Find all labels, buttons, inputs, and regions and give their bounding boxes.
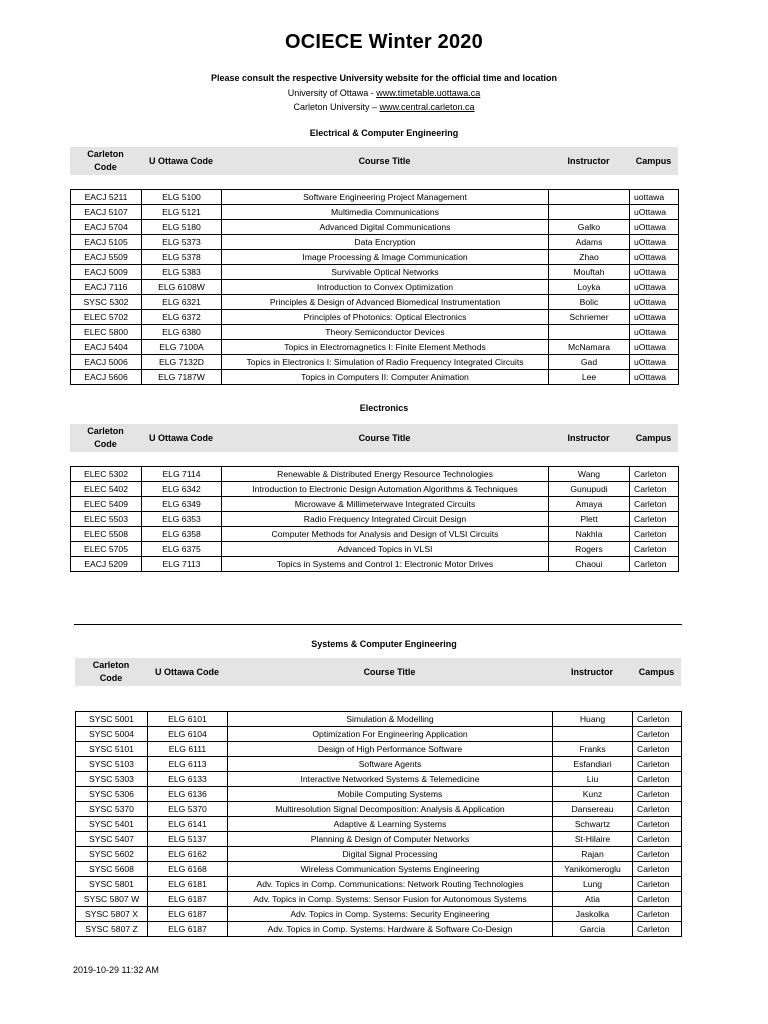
uottawa-code-cell: ELG 7100A (142, 340, 222, 355)
campus-cell: Carleton (633, 832, 682, 847)
carleton-code-cell: EACJ 5107 (71, 205, 142, 220)
table-header-electronics (70, 424, 678, 452)
header-carleton-code: Carleton Code (87, 149, 124, 172)
header-instructor: Instructor (567, 432, 610, 443)
uottawa-code-cell: ELG 5180 (142, 220, 222, 235)
table-row (71, 190, 679, 205)
uottawa-code-cell: ELG 7132D (142, 355, 222, 370)
carleton-code-cell: SYSC 5401 (76, 817, 148, 832)
campus-cell: Carleton (630, 467, 679, 482)
carleton-code-cell: SYSC 5602 (76, 847, 148, 862)
section-title-electronics: Electronics (359, 403, 409, 413)
carleton-code-cell: SYSC 5101 (76, 742, 148, 757)
table-row (71, 355, 679, 370)
instructor-cell: Schriemer (549, 310, 630, 325)
campus-cell: uOttawa (630, 295, 679, 310)
uottawa-code-cell: ELG 6101 (148, 712, 228, 727)
instructor-cell: Bolic (549, 295, 630, 310)
uottawa-code-cell: ELG 6342 (142, 482, 222, 497)
uottawa-code-cell: ELG 5370 (148, 802, 228, 817)
header-carleton-code: Carleton Code (92, 660, 130, 683)
course-title-cell: Topics in Computers II: Computer Animation (222, 370, 549, 385)
table-row (76, 772, 682, 787)
carleton-code-cell: SYSC 5370 (76, 802, 148, 817)
uottawa-code-cell: ELG 6187 (148, 907, 228, 922)
campus-cell: uOttawa (630, 205, 679, 220)
carleton-code-cell: ELEC 5503 (71, 512, 142, 527)
instructor-cell: Loyka (549, 280, 630, 295)
course-title-cell: Planning & Design of Computer Networks (228, 832, 553, 847)
uottawa-code-cell: ELG 7114 (142, 467, 222, 482)
instructor-cell: Adams (549, 235, 630, 250)
uottawa-code-cell: ELG 5383 (142, 265, 222, 280)
table-row (71, 265, 679, 280)
instructor-cell: Dansereau (553, 802, 633, 817)
course-title-cell: Adv. Topics in Comp. Systems: Security Engineering (228, 907, 553, 922)
course-title-cell: Multiresolution Signal Decomposition: Analysis & Application (228, 802, 553, 817)
carleton-code-cell: SYSC 5302 (71, 295, 142, 310)
instructor-cell: Rogers (549, 542, 630, 557)
carleton-code-cell: SYSC 5001 (76, 712, 148, 727)
header-campus: Campus (635, 432, 672, 443)
campus-cell: uOttawa (630, 265, 679, 280)
section-title-sce: Systems & Computer Engineering (311, 639, 457, 649)
uottawa-code-cell: ELG 6349 (142, 497, 222, 512)
carleton-code-cell: ELEC 5508 (71, 527, 142, 542)
instructor-cell: Rajan (553, 847, 633, 862)
uottawa-code-cell: ELG 6372 (142, 310, 222, 325)
course-title-cell: Adv. Topics in Comp. Systems: Hardware & Software Co-Design (228, 922, 553, 937)
instructor-cell: Esfandiari (553, 757, 633, 772)
uottawa-code-cell: ELG 6168 (148, 862, 228, 877)
course-title-cell: Topics in Systems and Control 1: Electronic Motor Drives (222, 557, 549, 572)
course-title-cell: Image Processing & Image Communication (222, 250, 549, 265)
campus-cell: uOttawa (630, 220, 679, 235)
carleton-code-cell: SYSC 5807 W (76, 892, 148, 907)
campus-cell: uOttawa (630, 250, 679, 265)
carleton-code-cell: SYSC 5608 (76, 862, 148, 877)
instructor-cell: Atia (553, 892, 633, 907)
instructor-cell: Liu (553, 772, 633, 787)
carleton-code-cell: ELEC 5702 (71, 310, 142, 325)
table-row (71, 340, 679, 355)
uottawa-code-cell: ELG 6162 (148, 847, 228, 862)
course-title-cell: Radio Frequency Integrated Circuit Design (222, 512, 549, 527)
course-title-cell: Principles of Photonics: Optical Electronics (222, 310, 549, 325)
section-divider (74, 624, 682, 625)
table-row (76, 727, 682, 742)
course-title-cell: Mobile Computing Systems (228, 787, 553, 802)
header-campus: Campus (635, 155, 672, 166)
course-title-cell: Computer Methods for Analysis and Design of VLSI Circuits (222, 527, 549, 542)
intro-block (0, 71, 768, 115)
table-row (76, 847, 682, 862)
instructor-cell: Jaskolka (553, 907, 633, 922)
instructor-cell: Chaoui (549, 557, 630, 572)
instructor-cell (549, 205, 630, 220)
instructor-cell: Mouftah (549, 265, 630, 280)
campus-cell: uOttawa (630, 325, 679, 340)
uottawa-code-cell: ELG 7187W (142, 370, 222, 385)
carleton-code-cell: SYSC 5807 X (76, 907, 148, 922)
campus-cell: uottawa (630, 190, 679, 205)
table-row (76, 832, 682, 847)
header-carleton-code: Carleton Code (87, 426, 124, 449)
course-title-cell: Wireless Communication Systems Engineering (228, 862, 553, 877)
course-title-cell: Adv. Topics in Comp. Communications: Network Routing Technologies (228, 877, 553, 892)
campus-cell: uOttawa (630, 310, 679, 325)
table-row (71, 370, 679, 385)
uottawa-code-cell: ELG 7113 (142, 557, 222, 572)
campus-cell: Carleton (630, 497, 679, 512)
instructor-cell (549, 325, 630, 340)
carleton-code-cell: EACJ 5211 (71, 190, 142, 205)
uottawa-code-cell: ELG 5121 (142, 205, 222, 220)
table-row (76, 757, 682, 772)
course-title-cell: Adaptive & Learning Systems (228, 817, 553, 832)
instructor-cell: Garcia (553, 922, 633, 937)
table-row (71, 482, 679, 497)
carleton-code-cell: ELEC 5409 (71, 497, 142, 512)
header-uottawa-code: U Ottawa Code (148, 155, 213, 166)
instructor-cell: Lee (549, 370, 630, 385)
campus-cell: Carleton (633, 907, 682, 922)
instructor-cell: Lung (553, 877, 633, 892)
campus-cell: Carleton (630, 557, 679, 572)
table-row (76, 802, 682, 817)
course-title-cell: Introduction to Convex Optimization (222, 280, 549, 295)
course-title-cell: Principles & Design of Advanced Biomedical Instrumentation (222, 295, 549, 310)
campus-cell: Carleton (633, 712, 682, 727)
table-row (71, 220, 679, 235)
instructor-cell: Huang (553, 712, 633, 727)
table-row (71, 557, 679, 572)
instructor-cell: Plett (549, 512, 630, 527)
campus-cell: uOttawa (630, 355, 679, 370)
instructor-cell (549, 190, 630, 205)
campus-cell: Carleton (633, 802, 682, 817)
instructor-cell: McNamara (549, 340, 630, 355)
uottawa-code-cell: ELG 6353 (142, 512, 222, 527)
table-row (76, 862, 682, 877)
carleton-line (0, 100, 768, 115)
uottawa-label: University of Ottawa - (287, 87, 377, 98)
campus-cell: Carleton (630, 527, 679, 542)
table-row (71, 512, 679, 527)
uottawa-code-cell: ELG 6187 (148, 922, 228, 937)
course-title-cell: Design of High Performance Software (228, 742, 553, 757)
course-title-cell: Advanced Topics in VLSI (222, 542, 549, 557)
campus-cell: Carleton (633, 727, 682, 742)
instructor-cell: Amaya (549, 497, 630, 512)
campus-cell: uOttawa (630, 340, 679, 355)
header-course-title: Course Title (363, 666, 416, 677)
table-row (71, 325, 679, 340)
course-title-cell: Data Encryption (222, 235, 549, 250)
carleton-code-cell: ELEC 5302 (71, 467, 142, 482)
table-row (71, 295, 679, 310)
section-title-ece: Electrical & Computer Engineering (309, 128, 459, 138)
uottawa-code-cell: ELG 6380 (142, 325, 222, 340)
uottawa-code-cell: ELG 5100 (142, 190, 222, 205)
course-title-cell: Multimedia Communications (222, 205, 549, 220)
carleton-code-cell: EACJ 5105 (71, 235, 142, 250)
course-title-cell: Adv. Topics in Comp. Systems: Sensor Fusion for Autonomous Systems (228, 892, 553, 907)
table-row (71, 250, 679, 265)
carleton-code-cell: EACJ 5209 (71, 557, 142, 572)
campus-cell: Carleton (633, 757, 682, 772)
instructor-cell (553, 727, 633, 742)
course-table-electronics (70, 466, 679, 572)
carleton-code-cell: EACJ 5009 (71, 265, 142, 280)
carleton-code-cell: SYSC 5801 (76, 877, 148, 892)
header-campus: Campus (638, 666, 675, 677)
uottawa-code-cell: ELG 6104 (148, 727, 228, 742)
uottawa-code-cell: ELG 6321 (142, 295, 222, 310)
carleton-code-cell: EACJ 5404 (71, 340, 142, 355)
table-row (71, 542, 679, 557)
document-title: OCIECE Winter 2020 (285, 31, 483, 53)
uottawa-code-cell: ELG 6141 (148, 817, 228, 832)
campus-cell: uOttawa (630, 280, 679, 295)
carleton-code-cell: EACJ 5704 (71, 220, 142, 235)
table-row (76, 787, 682, 802)
table-row (76, 742, 682, 757)
course-title-cell: Software Engineering Project Management (222, 190, 549, 205)
course-table-ece (70, 189, 679, 385)
instructor-cell: Galko (549, 220, 630, 235)
instructor-cell: Franks (553, 742, 633, 757)
carleton-code-cell: SYSC 5004 (76, 727, 148, 742)
campus-cell: uOttawa (630, 235, 679, 250)
course-title-cell: Topics in Electronics I: Simulation of Radio Frequency Integrated Circuits (222, 355, 549, 370)
campus-cell: Carleton (633, 847, 682, 862)
official-notice: Please consult the respective University website for the official time and location (210, 73, 558, 83)
header-instructor: Instructor (567, 155, 610, 166)
carleton-code-cell: EACJ 7116 (71, 280, 142, 295)
uottawa-code-cell: ELG 6181 (148, 877, 228, 892)
carleton-code-cell: EACJ 5509 (71, 250, 142, 265)
campus-cell: Carleton (633, 742, 682, 757)
campus-cell: Carleton (630, 512, 679, 527)
carleton-label: Carleton University – (293, 102, 380, 112)
course-title-cell: Survivable Optical Networks (222, 265, 549, 280)
header-course-title: Course Title (358, 432, 411, 443)
table-row (71, 235, 679, 250)
campus-cell: Carleton (633, 862, 682, 877)
instructor-cell: Schwartz (553, 817, 633, 832)
carleton-code-cell: ELEC 5800 (71, 325, 142, 340)
header-uottawa-code: U Ottawa Code (154, 666, 219, 677)
course-title-cell: Digital Signal Processing (228, 847, 553, 862)
course-title-cell: Microwave & Millimeterwave Integrated Circuits (222, 497, 549, 512)
course-table-sce (75, 711, 682, 937)
carleton-central-link[interactable]: www.central.carleton.ca (379, 102, 475, 112)
uottawa-code-cell: ELG 5137 (148, 832, 228, 847)
course-title-cell: Optimization For Engineering Application (228, 727, 553, 742)
table-row (76, 712, 682, 727)
instructor-cell: Yanikomeroglu (553, 862, 633, 877)
campus-cell: Carleton (633, 922, 682, 937)
uottawa-code-cell: ELG 6113 (148, 757, 228, 772)
campus-cell: Carleton (633, 817, 682, 832)
course-title-cell: Theory Semiconductor Devices (222, 325, 549, 340)
table-row (71, 205, 679, 220)
carleton-code-cell: ELEC 5402 (71, 482, 142, 497)
header-course-title: Course Title (358, 155, 411, 166)
uottawa-timetable-link[interactable]: www.timetable.uottawa.ca (376, 87, 481, 98)
course-title-cell: Topics in Electromagnetics I: Finite Element Methods (222, 340, 549, 355)
table-row (76, 922, 682, 937)
carleton-code-cell: SYSC 5303 (76, 772, 148, 787)
uottawa-line (0, 86, 768, 101)
table-row (76, 892, 682, 907)
carleton-code-cell: EACJ 5606 (71, 370, 142, 385)
uottawa-code-cell: ELG 6108W (142, 280, 222, 295)
table-row (71, 310, 679, 325)
uottawa-code-cell: ELG 6358 (142, 527, 222, 542)
uottawa-code-cell: ELG 6133 (148, 772, 228, 787)
uottawa-code-cell: ELG 6187 (148, 892, 228, 907)
instructor-cell: Kunz (553, 787, 633, 802)
table-row (76, 907, 682, 922)
course-title-cell: Renewable & Distributed Energy Resource Technologies (222, 467, 549, 482)
campus-cell: Carleton (630, 542, 679, 557)
course-title-cell: Software Agents (228, 757, 553, 772)
carleton-code-cell: SYSC 5407 (76, 832, 148, 847)
table-row (71, 467, 679, 482)
uottawa-code-cell: ELG 6111 (148, 742, 228, 757)
campus-cell: Carleton (630, 482, 679, 497)
carleton-code-cell: SYSC 5103 (76, 757, 148, 772)
campus-cell: Carleton (633, 892, 682, 907)
table-row (71, 527, 679, 542)
instructor-cell: Zhao (549, 250, 630, 265)
uottawa-code-cell: ELG 5378 (142, 250, 222, 265)
course-title-cell: Introduction to Electronic Design Automation Algorithms & Techniques (222, 482, 549, 497)
course-title-cell: Simulation & Modelling (228, 712, 553, 727)
uottawa-code-cell: ELG 6136 (148, 787, 228, 802)
carleton-code-cell: ELEC 5705 (71, 542, 142, 557)
table-header-ece (70, 147, 678, 175)
footer-timestamp: 2019-10-29 11:32 AM (73, 965, 159, 975)
instructor-cell: St-Hilaire (553, 832, 633, 847)
table-row (71, 497, 679, 512)
carleton-code-cell: SYSC 5807 Z (76, 922, 148, 937)
instructor-cell: Nakhla (549, 527, 630, 542)
campus-cell: Carleton (633, 877, 682, 892)
table-row (76, 877, 682, 892)
table-header-sce (75, 658, 681, 686)
instructor-cell: Gad (549, 355, 630, 370)
campus-cell: Carleton (633, 787, 682, 802)
campus-cell: Carleton (633, 772, 682, 787)
uottawa-code-cell: ELG 6375 (142, 542, 222, 557)
header-instructor: Instructor (570, 666, 613, 677)
table-row (71, 280, 679, 295)
carleton-code-cell: EACJ 5006 (71, 355, 142, 370)
course-title-cell: Advanced Digital Communications (222, 220, 549, 235)
uottawa-code-cell: ELG 5373 (142, 235, 222, 250)
table-row (76, 817, 682, 832)
instructor-cell: Wang (549, 467, 630, 482)
campus-cell: uOttawa (630, 370, 679, 385)
course-title-cell: Interactive Networked Systems & Telemedicine (228, 772, 553, 787)
header-uottawa-code: U Ottawa Code (148, 432, 213, 443)
carleton-code-cell: SYSC 5306 (76, 787, 148, 802)
instructor-cell: Gunupudi (549, 482, 630, 497)
